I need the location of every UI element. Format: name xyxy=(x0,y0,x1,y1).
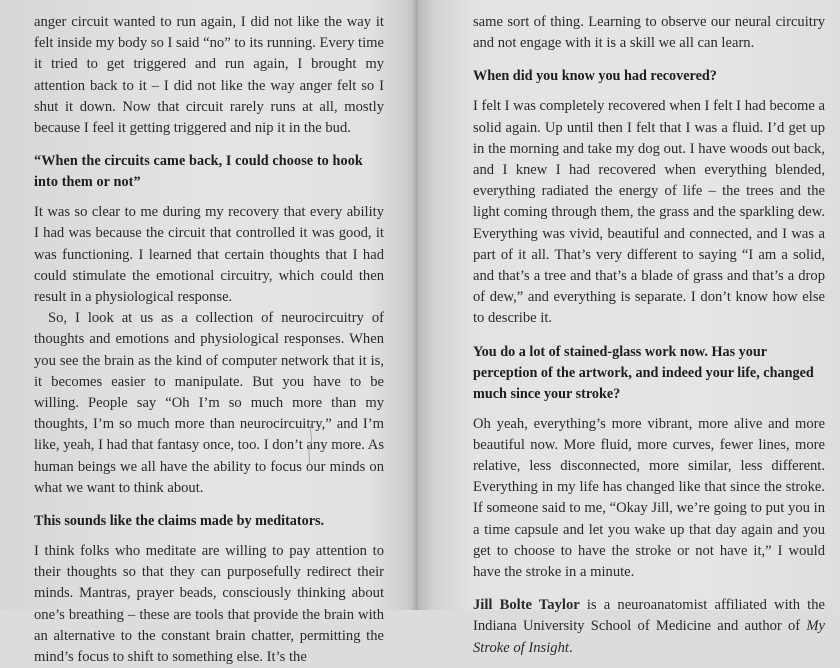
right-paragraph-continued: same sort of thing. Learning to observe our neural circuitry and not engage with it is a skill we all can learn. xyxy=(473,14,825,52)
pencil-mark xyxy=(305,420,315,466)
section-heading-circuits: “When the circuits came back, I could choose to hook into them or not” xyxy=(34,153,363,191)
left-paragraph-neurocircuitry: So, I look at us as a collection of neurocircuitry of thoughts and emotions and physiological responses. When you see the brain as the kind of computer network that it is, it becomes easier to manipulate. But you have to be willing. People say “Oh I’m so much more than my thoughts, I’m so much more than neurocircuitry,” and I’m like, yeah, I had that fantasy once, too. I don’t any more. As human beings we all have the ability to focus our minds on what we want to think about. xyxy=(34,310,384,496)
book-title: My Stroke of Insight xyxy=(473,618,825,656)
interview-question-meditators: This sounds like the claims made by meditators. xyxy=(34,513,325,530)
left-paragraph-meditation: I think folks who meditate are willing to pay attention to their thoughts so that they can purposefully redirect their minds. Mantras, prayer beads, consciously thinking about one’s breathing – these are tools that provide the brain with an alternative to the constant brain chatter, permitting the mind’s focus to shift to something else. It’s the xyxy=(34,543,384,666)
right-paragraph-solid-again: I felt I was completely recovered when I felt I had become a solid again. Up until then I felt that I was a fluid. I’d get up in the morning and take my dog out. I have woods out back, and I knew I had recovered when everything blended, everything radiated the energy of life – the trees and the light coming through them, the grass and the sparkling dew. Everything was vivid, beautiful and connected, and I was a part of it all. That’s very different to saying “I am a solid, and that’s a tree and that’s a blade of grass and that’s a drop of dew,” and everything is separate. I don’t know how else to describe it. xyxy=(473,98,825,327)
left-paragraph-recovery: It was so clear to me during my recovery that every ability I had was because the circuit that controlled it was good, it was functioning. I learned that certain thoughts that I had could stimulate the emotional circuitry, which could then result in a physiological response. xyxy=(34,204,384,306)
right-page xyxy=(418,0,840,656)
author-bio xyxy=(473,595,825,659)
author-affiliation: is a neuroanatomist affiliated with the Indiana University School of Medicine and author of xyxy=(473,597,825,635)
author-name: Jill Bolte Taylor xyxy=(473,597,580,614)
bio-end-punctuation: . xyxy=(568,639,573,656)
right-paragraph-more-vibrant: Oh yeah, everything’s more vibrant, more alive and more beautiful now. More fluid, more curves, fewer lines, more relative, less disconnected, more similar, less different. Everything in my life has changed like that since the stroke. If someone said to me, “Okay Jill, we’re going to put you in a time capsule and let you wake up that day again and you get to choose to have the stroke or not have it,” I would have the stroke in a minute. xyxy=(473,415,825,581)
interview-question-recovered: When did you know you had recovered? xyxy=(473,68,717,85)
left-paragraph-continued: anger circuit wanted to run again, I did not like the way it felt inside my body so I said “no” to its running. Every time it tried to get triggered and run again, I brought my attention back to it – I did not like the way anger felt so I shut it down. Now that circuit rarely runs at all, mostly because I feel it getting triggered and nip it in the bud. xyxy=(34,14,384,137)
right-page-column xyxy=(473,12,825,659)
left-page xyxy=(0,0,418,666)
left-page-column xyxy=(34,12,384,668)
interview-question-stained-glass: You do a lot of stained-glass work now. Has your perception of the artwork, and indeed your life, changed much since your stroke? xyxy=(473,343,814,402)
